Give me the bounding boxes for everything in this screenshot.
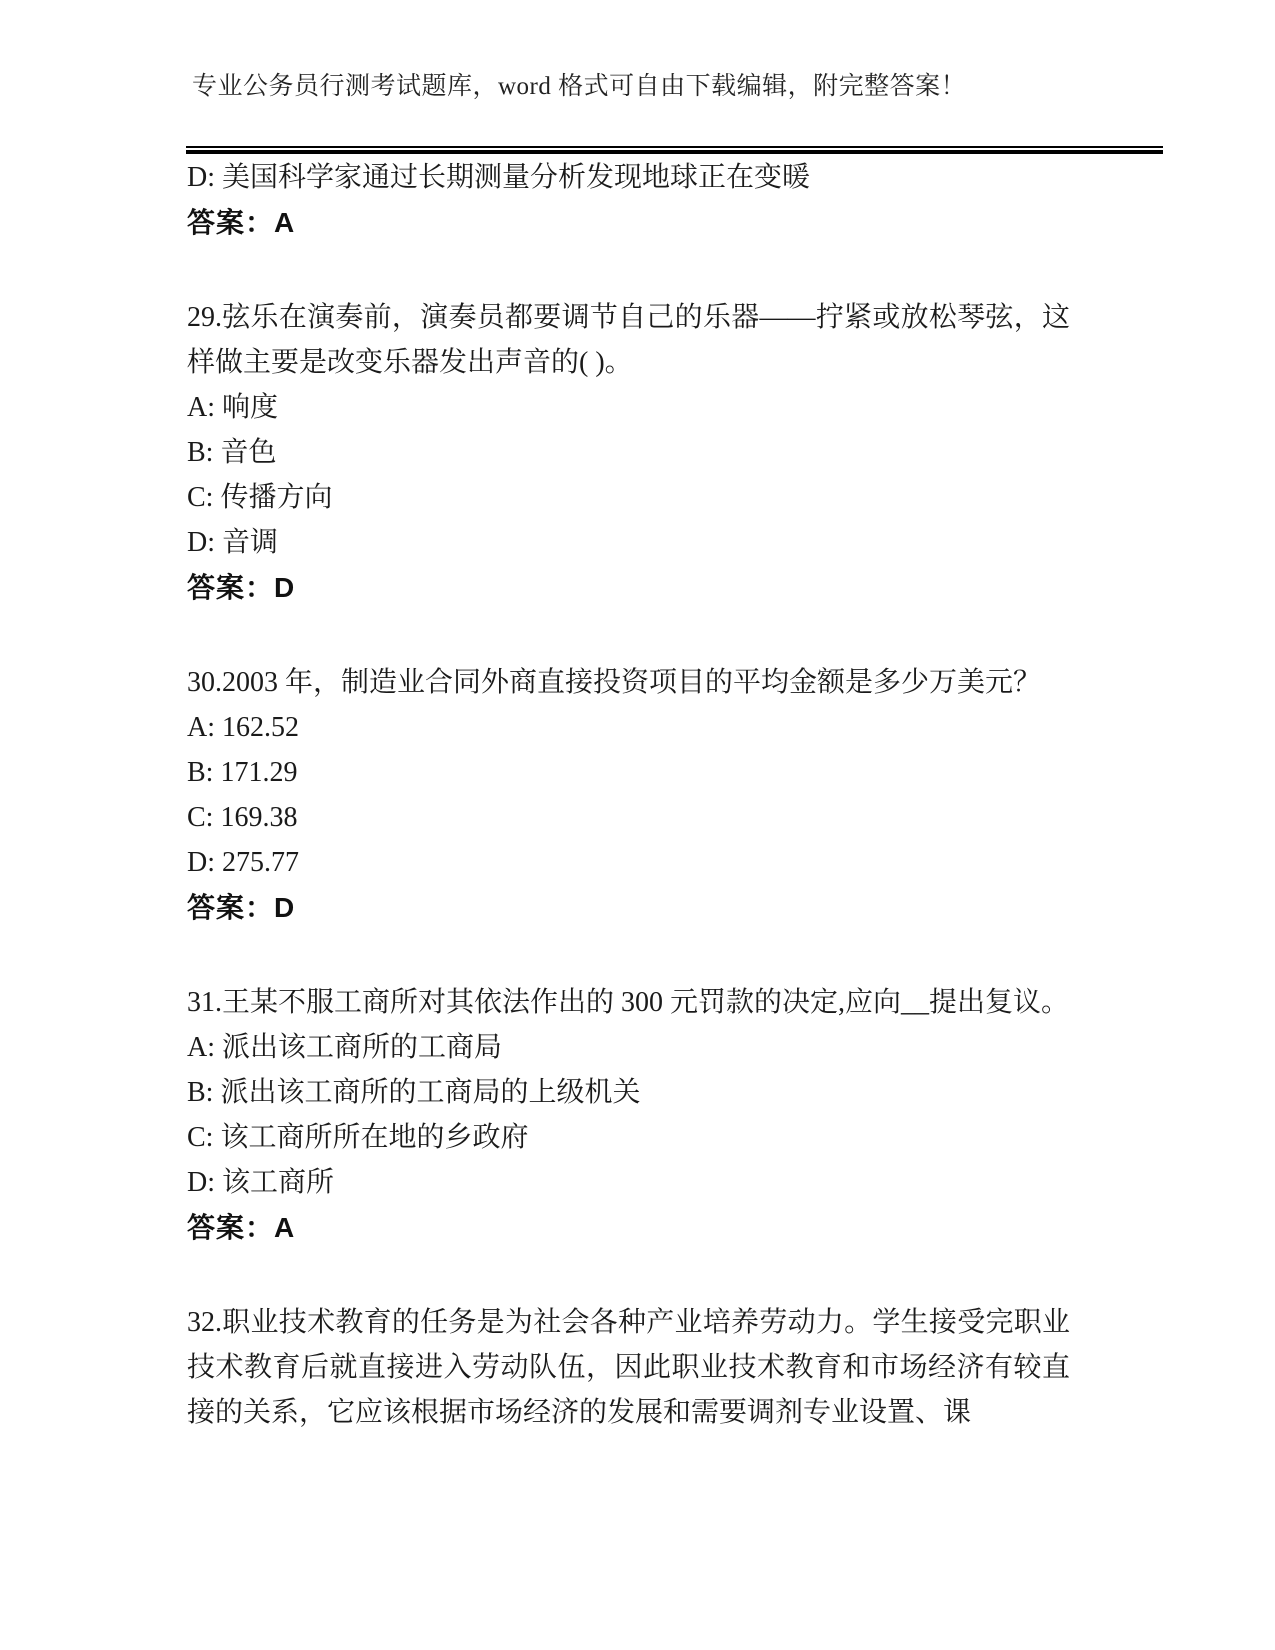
question-32-block bbox=[187, 1300, 1070, 1435]
question-30-option-a: A: 162.52 bbox=[187, 712, 299, 743]
carryover-block bbox=[187, 155, 1070, 245]
question-31-option-b: B: 派出该工商所的工商局的上级机关 bbox=[187, 1077, 641, 1108]
question-30-answer: 答案：D bbox=[187, 892, 296, 923]
carryover-option-d: D: 美国科学家通过长期测量分析发现地球正在变暖 bbox=[187, 162, 811, 193]
question-30-block bbox=[187, 660, 1070, 930]
question-29-answer: 答案：D bbox=[187, 572, 296, 603]
question-30-option-b: B: 171.29 bbox=[187, 757, 298, 788]
question-31-text: 31.王某不服工商所对其依法作出的 300 元罚款的决定,应向__提出复议。 bbox=[187, 987, 1070, 1018]
document-body bbox=[187, 155, 1070, 1435]
question-31-block bbox=[187, 980, 1070, 1250]
question-29-text: 29.弦乐在演奏前，演奏员都要调节自己的乐器——拧紧或放松琴弦，这样做主要是改变乐器发出声音的( )。 bbox=[187, 302, 1070, 378]
question-31-option-c: C: 该工商所所在地的乡政府 bbox=[187, 1122, 529, 1153]
question-29-option-c: C: 传播方向 bbox=[187, 482, 333, 513]
question-29-option-b: B: 音色 bbox=[187, 437, 277, 468]
question-29-block bbox=[187, 295, 1070, 610]
question-30-option-d: D: 275.77 bbox=[187, 847, 299, 878]
question-29-option-a: A: 响度 bbox=[187, 392, 279, 423]
question-30-option-c: C: 169.38 bbox=[187, 802, 298, 833]
header-divider-rule bbox=[186, 146, 1163, 154]
question-32-text: 32.职业技术教育的任务是为社会各种产业培养劳动力。学生接受完职业技术教育后就直接进入劳动队伍，因此职业技术教育和市场经济有较直接的关系，它应该根据市场经济的发展和需要调剂专业设置、课 bbox=[187, 1307, 1070, 1428]
page-header-notice: 专业公务员行测考试题库，word 格式可自由下载编辑，附完整答案！ bbox=[192, 73, 967, 100]
question-29-option-d: D: 音调 bbox=[187, 527, 279, 558]
question-31-option-a: A: 派出该工商所的工商局 bbox=[187, 1032, 503, 1063]
question-31-option-d: D: 该工商所 bbox=[187, 1167, 335, 1198]
question-30-text: 30.2003 年，制造业合同外商直接投资项目的平均金额是多少万美元？ bbox=[187, 667, 1042, 698]
question-31-answer: 答案：A bbox=[187, 1212, 296, 1243]
carryover-answer: 答案：A bbox=[187, 207, 296, 238]
